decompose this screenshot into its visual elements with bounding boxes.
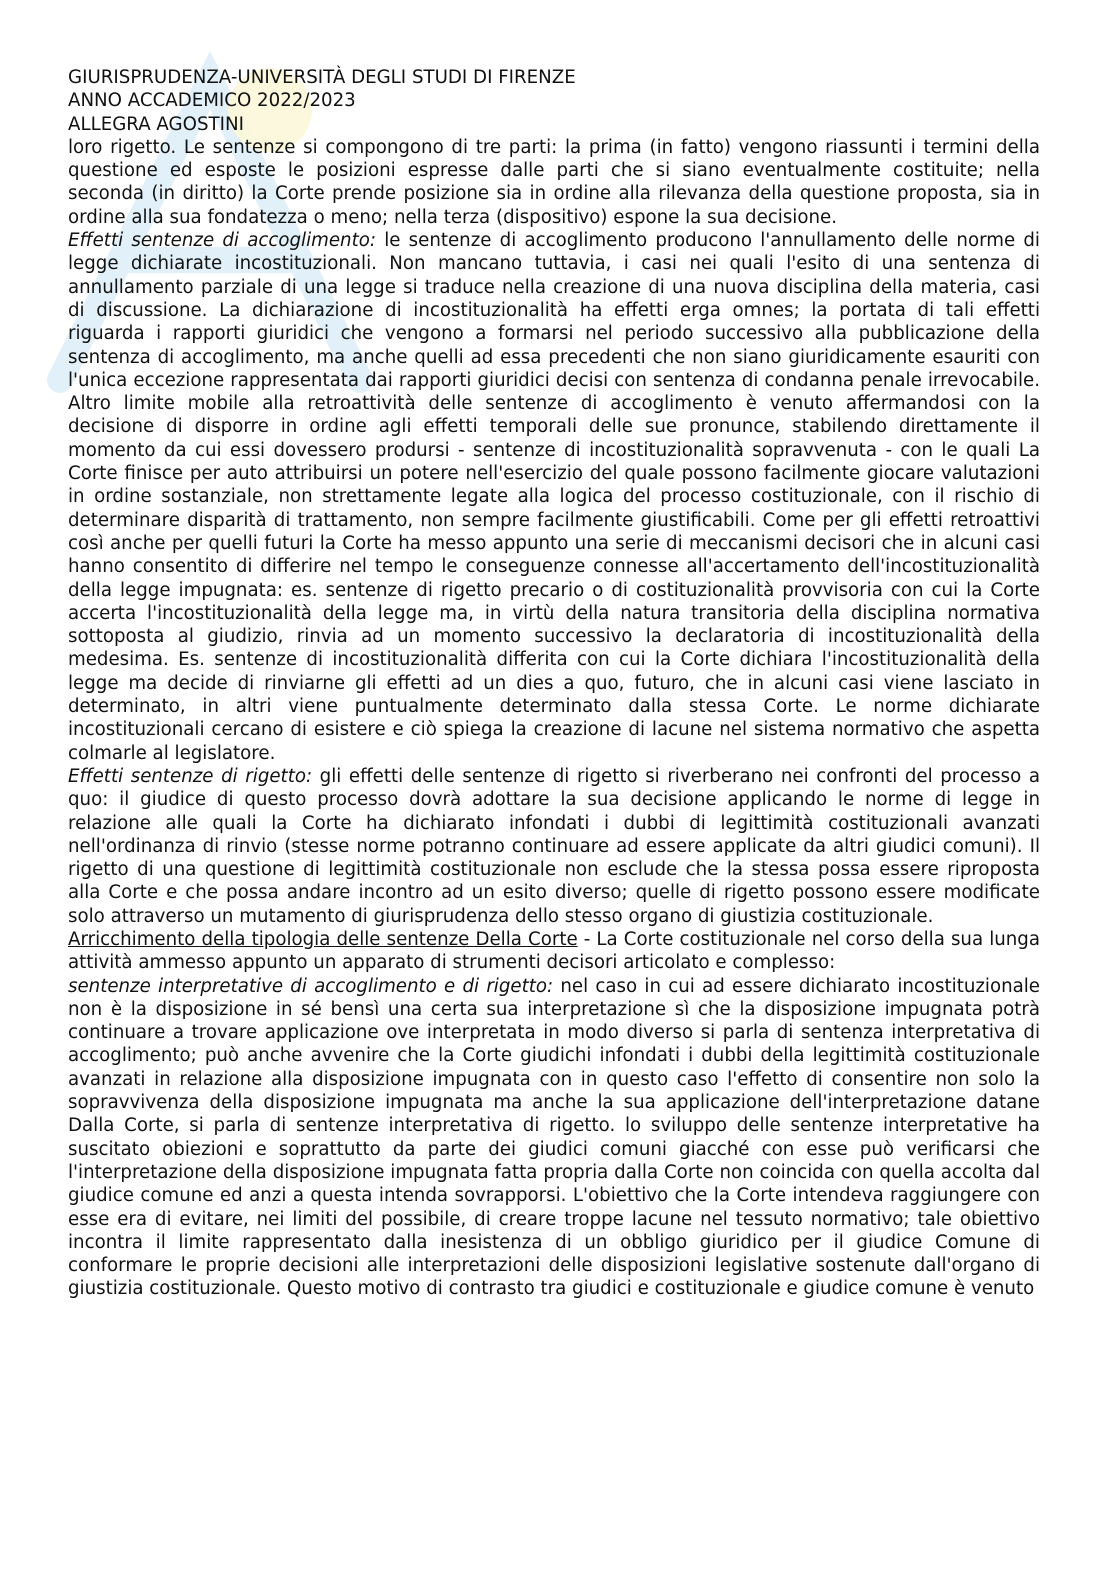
paragraph-sentence-structure: [68, 136, 1040, 229]
header-academic-year: ANNO ACCADEMICO 2022/2023: [68, 90, 356, 112]
paragraph-text: loro rigetto. Le sentenze si compongono di tre parti: la prima (in fatto) vengono riassunti i termini della questione ed esposte le posizioni espresse dalle parti che si siano eventualmente costituite; nella seconda (in diritto) la Corte prende posizione sia in ordine alla rilevanza della questione proposta, sia in ordine alla sua fondatezza o meno; nella terza (dispositivo) espone la sua decisione.: [68, 136, 1040, 228]
header-university: GIURISPRUDENZA-UNIVERSITÀ DEGLI STUDI DI FIRENZE: [68, 67, 576, 88]
document-page: [68, 66, 1040, 1301]
paragraph-heading-rigetto: Effetti sentenze di rigetto:: [68, 765, 313, 787]
paragraph-heading-accoglimento: Effetti sentenze di accoglimento:: [68, 230, 376, 252]
paragraph-effetti-rigetto: [68, 765, 1040, 928]
paragraph-text: le sentenze di accoglimento producono l'annullamento delle norme di legge dichiarate incostituzionali. Non mancano tuttavia, i casi nei quali l'esito di una sentenza di annullamento parziale di una legge si traduce nella creazione di una nuova disciplina della materia, casi di discussione. La dichiarazione di incostituzionalità ha effetti erga omnes; la portata di tali effetti riguarda i rapporti giuridici che vengono a formarsi nel periodo successivo alla pubblicazione della sentenza di accoglimento, ma anche quelli ad essa precedenti che non siano giuridicamente esauriti con l'unica eccezione rappresentata dai rapporti giuridici decisi con sentenza di condanna penale irrevocabile. Altro limite mobile alla retroattività delle sentenze di accoglimento è venuto affermandosi con la decisione di disporre in ordine agli effetti temporali delle sue pronunce, stabilendo direttamente il momento da cui essi dovessero prodursi - sentenze di incostituzionalità sopravvenuta - con le quali La Corte finisce per auto attribuirsi un potere nell'esercizio del quale possono facilmente giocare valutazioni in ordine sostanziale, non strettamente legate alla logica del processo costituzionale, con il rischio di determinare disparità di trattamento, non sempre facilmente giustificabili. Come per gli effetti retroattivi così anche per quelli futuri la Corte ha messo appunto una serie di meccanismi decisori che in alcuni casi hanno consentito di differire nel tempo le conseguenze connesse all'accertamento dell'incostituzionalità della legge impugnata: es. sentenze di rigetto precario o di costituzionalità provvisoria con cui la Corte accerta l'incostituzionalità della legge ma, in virtù della natura transitoria della disciplina normativa sottoposta al giudizio, rinvia ad un momento successivo la declaratoria di incostituzionalità della medesima. Es. sentenze di incostituzionalità differita con cui la Corte dichiara l'incostituzionalità della legge ma decide di rinviarne gli effetti ad un dies a quo, futuro, che in alcuni casi viene lasciato in determinato, in altri viene puntualmente determinato dalla stessa Corte. Le norme dichiarate incostituzionali cercano di esistere e ciò spiega la creazione di lacune nel sistema normativo che aspetta colmarle al legislatore.: [68, 230, 1040, 764]
paragraph-text: gli effetti delle sentenze di rigetto si riverberano nei confronti del processo a quo: il giudice di questo processo dovrà adottare la sua decisione applicando le norme di legge in relazione alle quali la Corte ha dichiarato infondati i dubbi di legittimità costituzionali avanzati nell'ordinanza di rinvio (stesse norme potranno continuare ad essere applicate da altri giudici comuni). Il rigetto di una questione di legittimità costituzionale non esclude che la stessa possa essere riproposta alla Corte e che possa andare incontro ad un esito diverso; quelle di rigetto possono essere modificate solo attraverso un mutamento di giurisprudenza dello stesso organo di giustizia costituzionale.: [68, 765, 1040, 927]
paragraph-text: nel caso in cui ad essere dichiarato incostituzionale non è la disposizione in sé bensì una certa sua interpretazione sì che la disposizione impugnata potrà continuare a trovare applicazione ove interpretata in modo diverso si parla di sentenza interpretativa di accoglimento; può anche avvenire che la Corte giudichi infondati i dubbi della legittimità costituzionale avanzati in relazione alla disposizione impugnata con in questo caso l'effetto di consentire non solo la sopravvivenza della disposizione impugnata ma anche la sua applicazione dell'interpretazione datane Dalla Corte, si parla di sentenze interpretativa di rigetto. lo sviluppo delle sentenze interpretative ha suscitato obiezioni e soprattutto da parte dei giudici comuni giacché con esse può verificarsi che l'interpretazione della disposizione impugnata fatta propria dalla Corte non coincida con quella accolta dal giudice comune ed anzi a questa intenda sovrapporsi. L'obiettivo che la Corte intendeva raggiungere con esse era di evitare, nei limiti del possibile, di creare troppe lacune nel tessuto normativo; tale obiettivo incontra il limite rappresentato dalla inesistenza di un obbligo giuridico per il giudice Comune di conformare le proprie decisioni alle interpretazioni delle disposizioni legislative sostenute dall'organo di giustizia costituzionale. Questo motivo di contrasto tra giudici e costituzionale e giudice comune è venuto: [68, 975, 1040, 1300]
paragraph-heading-arricchimento: Arricchimento della tipologia delle sentenze Della Corte: [68, 928, 578, 950]
document-header: [68, 66, 1040, 136]
paragraph-arricchimento: [68, 928, 1040, 975]
paragraph-heading-interpretative: sentenze interpretative di accoglimento e di rigetto:: [68, 975, 554, 997]
header-author: ALLEGRA AGOSTINI: [68, 113, 244, 135]
paragraph-sentenze-interpretative: [68, 975, 1040, 1301]
paragraph-effetti-accoglimento: [68, 229, 1040, 765]
paragraph-text: - La Corte costituzionale nel corso della sua lunga attività ammesso appunto un apparato di strumenti decisori articolato e complesso:: [68, 928, 1040, 974]
